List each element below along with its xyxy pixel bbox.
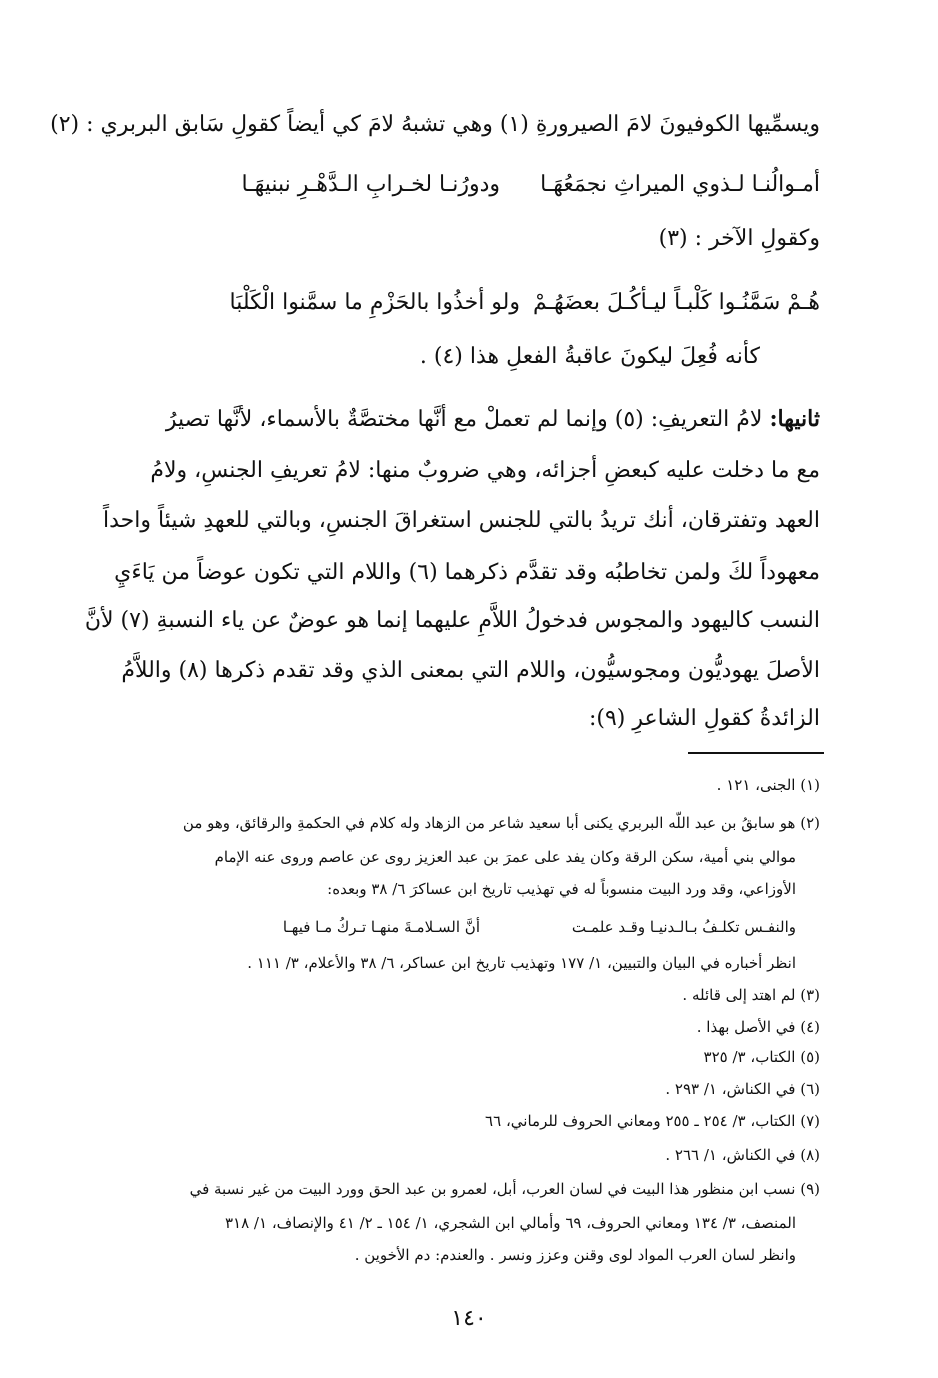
paragraph-line-1 (166, 406, 820, 432)
footnote-2-verse-first: والنفـس تكلـفُ بـالـدنيـا وقـد علمـت (571, 918, 796, 936)
footnote-1: (١) الجنى، ١٢١ . (716, 776, 820, 794)
text-line-3: كأنه فُعِلَ ليكونَ عاقبةُ الفعلِ هذا (٤) . (419, 344, 760, 369)
paragraph-label: ثانيها: (769, 406, 820, 432)
verse-1-first-hemistich: أمـوالُنـا لـذوي الميراثِ نجمَعُهَـا (540, 172, 820, 197)
verse-1-second-hemistich: ودورُنـا لخـرابِ الـدَّهْـرِ نبنيهَـا (241, 172, 500, 197)
footnote-9-line-1: (٩) نسب ابن منظور هذا البيت في لسان العرب، أبل، لعمرو بن عبد الحق وورد البيت من غير نسبة في (189, 1180, 820, 1198)
footnote-2-line-3: الأوزاعي، وقد ورد البيت منسوباً له في تهذيب تاريخ ابن عساكرَ ٦/ ٣٨ وبعده: (327, 880, 796, 898)
footnote-9-line-2: المنصف، ٣/ ١٣٤ ومعاني الحروف، ٦٩ وأمالي ابن الشجري، ١/ ١٥٤ ـ ٢/ ٤١ والإنصاف، ١/ ٣١٨ (224, 1214, 796, 1232)
paragraph-line-4: معهوداً لكَ ولمن تخاطبُه وقد تقدَّم ذكرهما (٦) واللام التي تكون عوضاً من يَاءَيِ (114, 560, 820, 585)
footnote-separator (688, 752, 824, 754)
footnote-8: (٨) في الكناش، ١/ ٢٦٦ . (665, 1146, 820, 1164)
footnote-7: (٧) الكتاب، ٣/ ٢٥٤ ـ ٢٥٥ ومعاني الحروف للرماني، ٦٦ (485, 1112, 820, 1130)
verse-2-second-hemistich: ولو أخذُوا بالحَزْمِ ما سمَّنوا الْكَلْبَا (229, 290, 520, 315)
paragraph-line-1-text: لامُ التعريفِ: (٥) وإنما لم تعملْ مع أنَّها مختصَّةٌ بالأسماء، لأنَّها تصيرُ (165, 407, 763, 432)
footnote-5: (٥) الكتاب، ٣/ ٣٢٥ (703, 1048, 820, 1066)
footnote-6: (٦) في الكناش، ١/ ٢٩٣ . (665, 1080, 820, 1098)
paragraph-line-7: الزائدةُ كقولِ الشاعرِ (٩): (588, 706, 820, 731)
page-number: ١٤٠ (451, 1306, 487, 1331)
footnote-2-line-2: موالي بني أمية، سكن الرقة وكان يفد على عمرَ بن عبد العزيز روى عن عاصم وروى عنه الإمام (214, 848, 796, 866)
paragraph-line-5: النسب كاليهود والمجوس فدخولُ اللاَّمِ عليهما إنما هو عوضٌ عن ياء النسبةِ (٧) لأنَّ (84, 608, 820, 633)
footnote-2-line-4: انظر أخباره في البيان والتبيين، ١/ ١٧٧ وتهذيب تاريخ ابن عساكر، ٦/ ٣٨ والأعلام، ٣/ ١١١ . (247, 954, 796, 972)
paragraph-line-3: العهد وتفترقان، أنك تريدُ بالتي للجنس استغراقَ الجنسِ، وبالتي للعهدِ شيئاً واحداً (102, 508, 820, 533)
text-line-1: ويسمِّيها الكوفيونَ لامَ الصيرورةِ (١) وهي تشبهُ لامَ كي أيضاً كقولِ سَابق البربري : (٢) (50, 112, 820, 137)
paragraph-line-2: مع ما دخلت عليه كبعضِ أجزائه، وهي ضروبٌ منها: لامُ تعريفِ الجنسِ، ولامُ (150, 458, 820, 483)
footnote-2-line-1: (٢) هو سابقُ بن عبد اللّه البربري يكنى أبا سعيد شاعر من الزهاد وله كلام في الحكمةِ والرقائق، وهو من (182, 814, 820, 832)
footnote-9-line-3: وانظر لسان العرب المواد لوى وقنن وعزز ونسر . والعندم: دم الأخوين . (354, 1246, 796, 1264)
footnote-2-verse-second: أنَّ السـلامـةَ منهـا تـركُ مـا فيهـا (282, 918, 480, 936)
footnote-4: (٤) في الأصل بهذا . (696, 1018, 820, 1036)
verse-2-first-hemistich: هُـمْ سَمَّنُـوا كَلْبـاً ليـأكُـلَ بعضَهُـمْ (532, 290, 820, 315)
footnote-3: (٣) لم اهتد إلى قائله . (682, 986, 820, 1004)
paragraph-line-6: الأصلَ يهوديُّون ومجوسيُّون، واللام التي بمعنى الذي وقد تقدم ذكرها (٨) واللاَّمُ (121, 658, 820, 683)
text-line-2: وكقولِ الآخر : (٣) (658, 226, 820, 251)
